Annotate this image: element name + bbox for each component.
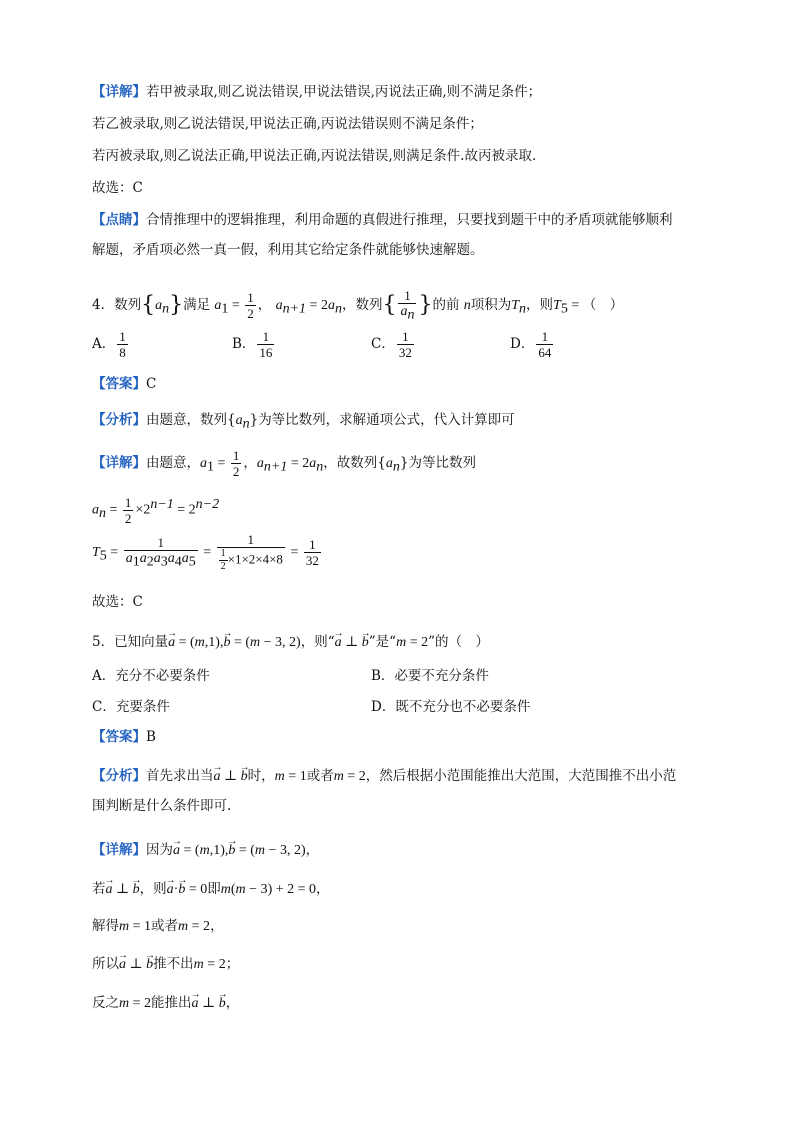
q4-analysis: 【分析】由题意，数列$\{a_n\}$为等比数列，求解通项公式，代入计算即可 (92, 412, 515, 432)
q4-answer: 【答案】C (92, 376, 157, 392)
q4-option-b: B． $\frac{1}{16}$ (232, 329, 273, 360)
q5-analysis-line2: 围判断是什么条件即可. (92, 798, 232, 814)
q4-option-a: A． $\frac{1}{8}$ (92, 329, 126, 360)
q4-formula-t5: $T_5$ = $\frac{1}{a_1a_2a_3a_4a_5}$ = 1 $\frac{1}{2}$ ×1×2×4×8 = $\frac{1}{32}$ (92, 532, 319, 572)
q4-option-d: D． $\frac{1}{64}$ (510, 329, 552, 360)
p3-choice: 故选：C (92, 180, 143, 196)
q5-detail-line1: 若→ a ⊥ → b，则→ a·→ b = 0即m(m − 3) + 2 = 0， (92, 876, 330, 903)
p3-detail-line2: 若乙被录取,则乙说法错误,甲说法正确,丙说法错误则不满足条件； (92, 116, 483, 132)
comment-tag: 【点睛】 (92, 212, 146, 228)
q5-option-d: D．既不充分也不必要条件 (371, 699, 531, 715)
q4-detail: 【详解】由题意，$a_1$ = $\frac{1}{2}$ ，$a_{n+1} = 2a_n$，故数列$\{a_n\}$为等比数列 (92, 448, 476, 479)
q5-detail-line3: 所以→ a ⊥ → b推不出m = 2； (92, 951, 239, 978)
p3-detail-line1: 【详解】若甲被录取,则乙说法错误,甲说法错误,丙说法正确,则不满足条件； (92, 84, 542, 100)
q5-detail-line4: 反之m = 2能推出→ a ⊥ → b， (92, 990, 239, 1017)
q5-detail-line2: 解得m = 1或者m = 2， (92, 918, 224, 934)
q5-option-a: A．充分不必要条件 (92, 668, 210, 684)
q5-stem: 5．已知向量→ a = (m,1),→ b = (m − 3, 2)，则“→ a ⊥ → b”是“m = 2”的（ ） (92, 628, 489, 657)
q5-option-b: B．必要不充分条件 (371, 668, 489, 684)
q5-detail: 【详解】因为→ a = (m,1),→ b = (m − 3, 2)， (92, 837, 319, 864)
fraction: $\frac{1}{2}$ (247, 290, 254, 321)
q5-option-c: C．充要条件 (92, 699, 170, 715)
q4-formula-an: $a_n$ = $\frac{1}{2}$ $\times 2^{n-1} = 2^{n-2}$ (92, 494, 220, 526)
q4-option-c: C． $\frac{1}{32}$ (371, 329, 412, 360)
p3-detail-line3: 若丙被录取,则乙说法正确,甲说法正确,丙说法错误,则满足条件.故丙被录取. (92, 148, 537, 164)
p3-comment-line1: 【点睛】合情推理中的逻辑推理，利用命题的真假进行推理，只要找到题干中的矛盾项就能够顺利 (92, 212, 673, 228)
q5-answer: 【答案】B (92, 729, 156, 745)
fraction: $\frac{1}{a_n}$ (400, 287, 415, 323)
q4-stem: 4．数列$\{a_n\}$满足 $a_1$ = $\frac{1}{2}$ ， $a_{n+1} = 2a_n$，数列{ $\frac{1}{a_n}$ }的前 n项积为$T_n$，则$T_5$ = （ ） (92, 287, 624, 323)
q4-choice: 故选：C (92, 594, 143, 610)
p3-comment-line2: 解题，矛盾项必然一真一假，利用其它给定条件就能够快速解题。 (92, 242, 484, 258)
q5-analysis-line1: 【分析】首先求出当→ a ⊥ → b时，m = 1或者m = 2，然后根据小范围能推出大范围，大范围推不出小范 (92, 763, 676, 790)
detail-tag: 【详解】 (92, 84, 146, 100)
